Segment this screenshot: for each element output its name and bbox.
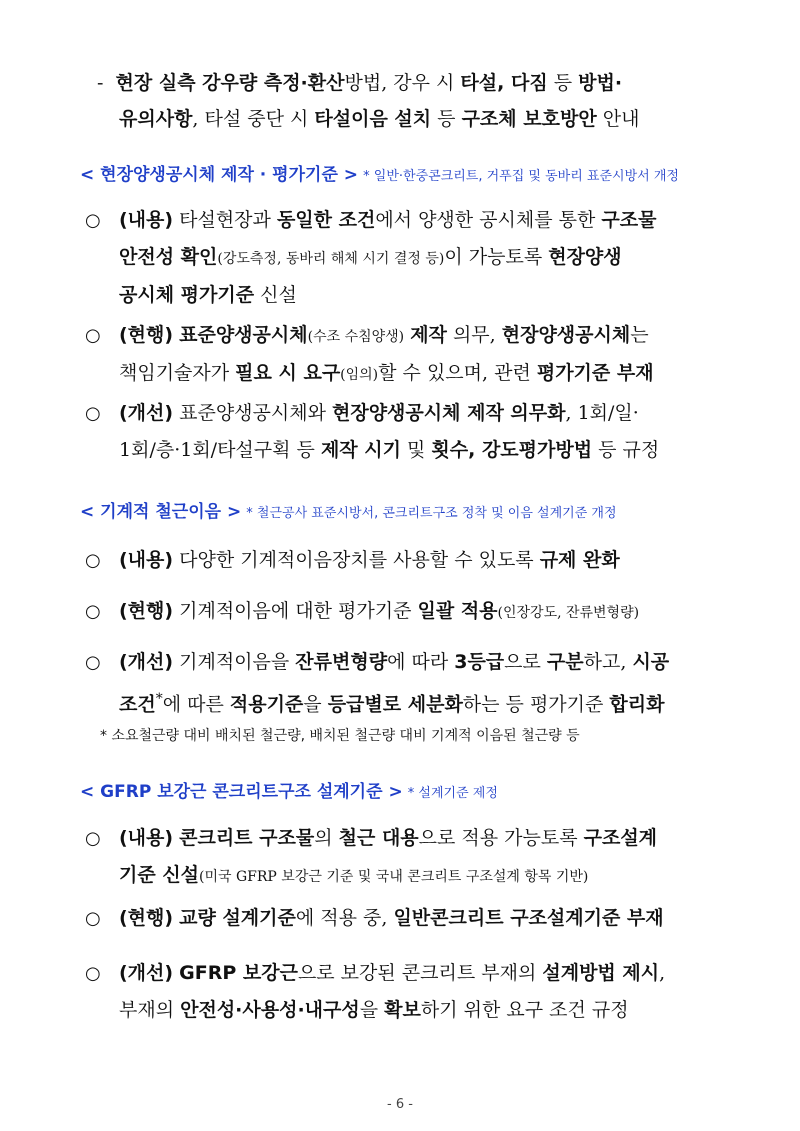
section-heading-mechanical-splice: < 기계적 철근이음 > * 철근공사 표준시방서, 콘크리트구조 정착 및 이음 설계기준 개정 [80, 502, 617, 522]
circle-bullet-icon: ○ [85, 828, 101, 849]
circle-bullet-icon: ○ [85, 963, 101, 984]
circle-bullet-icon: ○ [85, 652, 101, 673]
intro-item [0, 68, 800, 134]
list-item: ○ (개선) 표준양생공시체와 현장양생공시체 제작 의무화, 1회/일· 1회/층·1회/타설구획 등 제작 시기 및 횟수, 강도평가방법 등 규정 [0, 398, 800, 465]
list-item: ○ (내용) 타설현장과 동일한 조건에서 양생한 공시체를 통한 구조물 안전성 확인(강도측정, 동바리 해체 시기 결정 등)이 가능토록 현장양생 공시체 평가기준 신설 [0, 205, 800, 310]
circle-bullet-icon: ○ [85, 403, 101, 424]
list-item: ○ (내용) 다양한 기계적이음장치를 사용할 수 있도록 규제 완화 [0, 545, 800, 576]
page-number: - 6 - [387, 1097, 413, 1112]
list-item: ○ (현행) 교량 설계기준에 적용 중, 일반콘크리트 구조설계기준 부재 [0, 903, 800, 934]
list-item: ○ (개선) GFRP 보강근으로 보강된 콘크리트 부재의 설계방법 제시, 부재의 안전성·사용성·내구성을 확보하기 위한 요구 조건 규정 [0, 958, 800, 1025]
dash-marker: - [97, 72, 104, 94]
footnote: * 소요철근량 대비 배치된 철근량, 배치된 철근량 대비 기계적 이음된 철근량 등 [100, 728, 580, 744]
circle-bullet-icon: ○ [85, 210, 101, 231]
section-heading-curing-specimen: < 현장양생공시체 제작 · 평가기준 > * 일반·한중콘크리트, 거푸집 및 동바리 표준시방서 개정 [80, 165, 679, 185]
list-item: ○ (개선) 기계적이음을 잔류변형량에 따라 3등급으로 구분하고, 시공 조건*에 따른 적용기준을 등급별로 세분화하는 등 평가기준 합리화 [0, 647, 800, 719]
circle-bullet-icon: ○ [85, 601, 101, 622]
list-item: ○ (현행) 표준양생공시체(수조 수침양생) 제작 의무, 현장양생공시체는 책임기술자가 필요 시 요구(임의)할 수 있으며, 관련 평가기준 부재 [0, 320, 800, 390]
section-heading-gfrp: < GFRP 보강근 콘크리트구조 설계기준 > * 설계기준 제정 [80, 782, 498, 802]
list-item: ○ (내용) 콘크리트 구조물의 철근 대용으로 적용 가능토록 구조설계 기준 신설(미국 GFRP 보강근 기준 및 국내 콘크리트 구조설계 항목 기반) [0, 823, 800, 892]
circle-bullet-icon: ○ [85, 325, 101, 346]
list-item: ○ (현행) 기계적이음에 대한 평가기준 일괄 적용(인장강도, 잔류변형량) [0, 596, 800, 628]
intro-line-2: 유의사항, 타설 중단 시 타설이음 설치 등 구조체 보호방안 안내 [119, 108, 640, 130]
intro-line-1: - 현장 실측 강우량 측정·환산방법, 강우 시 타설, 다짐 등 방법· [97, 72, 623, 94]
circle-bullet-icon: ○ [85, 550, 101, 571]
circle-bullet-icon: ○ [85, 908, 101, 929]
